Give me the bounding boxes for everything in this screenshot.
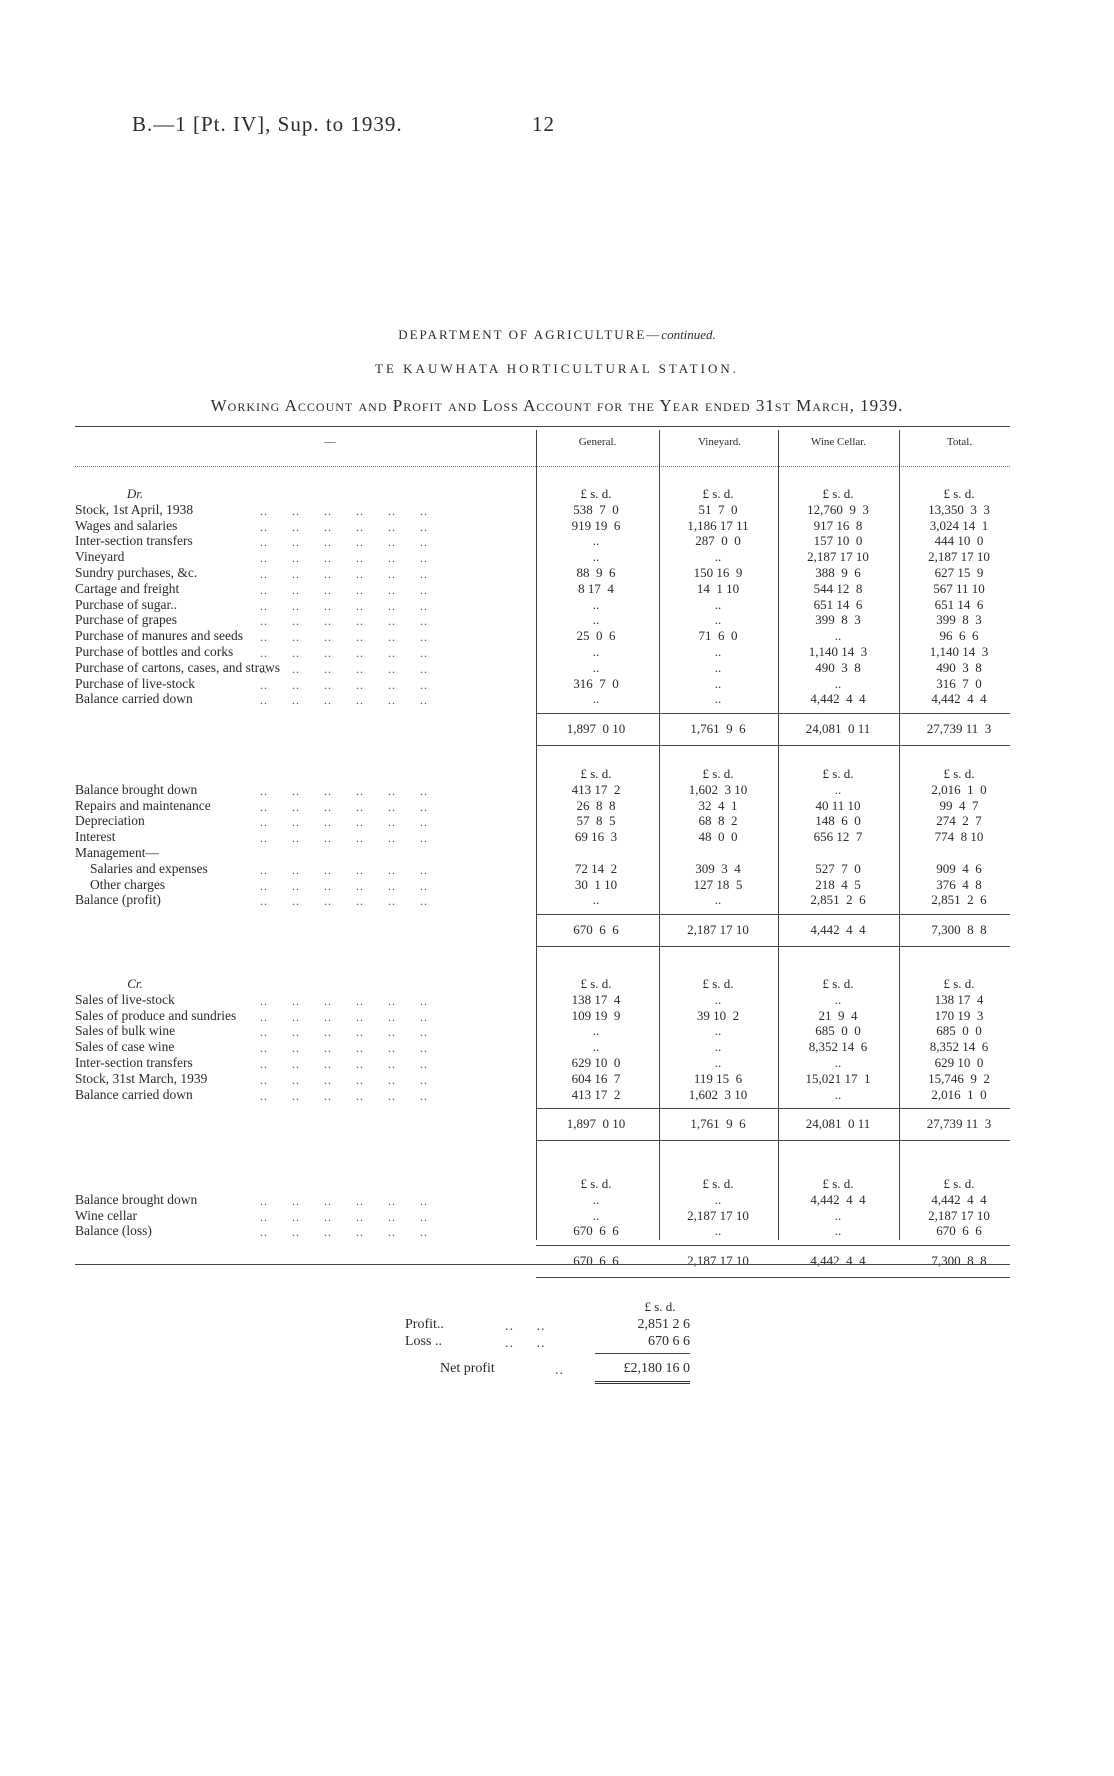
currency-head: £ s. d. bbox=[702, 486, 734, 501]
profit-label: Profit.. bbox=[405, 1317, 444, 1332]
column-divider bbox=[659, 430, 660, 1240]
amount-cell: .. bbox=[714, 1039, 722, 1055]
row-label: Balance (profit) bbox=[75, 892, 161, 908]
amount-cell: 527 7 0 bbox=[815, 860, 861, 876]
amount-cell: 567 11 10 bbox=[933, 580, 985, 596]
amount-cell: .. bbox=[834, 628, 842, 644]
amount-cell: 72 14 2 bbox=[574, 860, 618, 876]
leader-dots: .. .. .. .. .. .. bbox=[260, 535, 428, 550]
amount-cell: 413 17 2 bbox=[571, 1086, 621, 1102]
total-cell: 4,442 4 4 bbox=[810, 1253, 866, 1269]
amount-cell: 685 0 0 bbox=[936, 1023, 982, 1039]
amount-cell: 57 8 5 bbox=[576, 813, 616, 829]
row-label: Stock, 31st March, 1939 bbox=[75, 1070, 208, 1086]
amount-cell: 218 4 5 bbox=[815, 876, 861, 892]
row-label: Purchase of sugar.. bbox=[75, 596, 177, 612]
currency-head: £ s. d. bbox=[822, 486, 854, 501]
amount-cell: 48 0 0 bbox=[698, 829, 738, 845]
amount-cell: 376 4 8 bbox=[936, 876, 982, 892]
row-label: Balance carried down bbox=[75, 691, 193, 707]
total-cell: 27,739 11 3 bbox=[926, 1116, 992, 1132]
table-bottom-rule bbox=[75, 1264, 1010, 1265]
amount-cell: 651 14 6 bbox=[813, 596, 863, 612]
amount-cell: 444 10 0 bbox=[934, 533, 984, 549]
leader-dots: .. .. .. .. .. .. bbox=[260, 862, 428, 877]
row-label: Sundry purchases, &c. bbox=[75, 565, 198, 580]
department-title: DEPARTMENT OF AGRICULTURE—continued. bbox=[398, 327, 716, 342]
leader-dots: .. bbox=[555, 1363, 564, 1378]
row-label: Balance brought down bbox=[75, 1191, 198, 1207]
row-label: Balance (loss) bbox=[75, 1223, 152, 1239]
amount-cell: 12,760 9 3 bbox=[807, 501, 869, 517]
amount-cell: 413 17 2 bbox=[571, 781, 621, 797]
amount-cell: 685 0 0 bbox=[815, 1023, 861, 1039]
amount-cell: 544 12 8 bbox=[813, 580, 863, 596]
leader-dots: .. .. .. .. .. .. bbox=[260, 582, 428, 597]
row-label: Inter-section transfers bbox=[75, 1055, 193, 1070]
currency-head: £ s. d. bbox=[822, 766, 854, 781]
leader-dots: .. .. .. .. .. .. bbox=[260, 799, 428, 814]
amount-cell: 627 15 9 bbox=[934, 565, 984, 580]
amount-cell: 629 10 0 bbox=[934, 1055, 984, 1070]
amount-cell: .. bbox=[714, 1055, 722, 1070]
amount-cell: 604 16 7 bbox=[571, 1070, 621, 1086]
amount-cell: .. bbox=[714, 659, 722, 675]
amount-cell: 4,442 4 4 bbox=[931, 1191, 987, 1207]
row-label: Inter-section transfers bbox=[75, 533, 193, 549]
total-cell: 24,081 0 11 bbox=[805, 721, 871, 737]
amount-cell: 51 7 0 bbox=[698, 501, 738, 517]
amount-cell: 1,186 17 11 bbox=[687, 517, 749, 533]
leader-dots: .. .. .. .. .. .. bbox=[260, 1009, 428, 1024]
leader-dots: .. .. .. .. .. .. bbox=[260, 1041, 428, 1056]
row-label: Balance carried down bbox=[75, 1086, 193, 1102]
amount-cell: 1,140 14 3 bbox=[808, 644, 868, 659]
amount-cell: .. bbox=[592, 1039, 600, 1055]
amount-cell: 274 2 7 bbox=[936, 813, 982, 829]
station-title: TE KAUWHATA HORTICULTURAL STATION. bbox=[375, 361, 739, 376]
leader-dots: .. .. .. .. .. .. bbox=[260, 630, 428, 645]
amount-cell: 8,352 14 6 bbox=[929, 1039, 989, 1055]
amount-cell: .. bbox=[592, 1023, 600, 1039]
amount-cell: 8 17 4 bbox=[578, 580, 614, 596]
subtotal-rule bbox=[536, 713, 1010, 714]
row-label: Cartage and freight bbox=[75, 580, 180, 596]
total-cell: 7,300 8 8 bbox=[931, 922, 987, 938]
amount-cell: 119 15 6 bbox=[693, 1070, 743, 1086]
amount-cell: 538 7 0 bbox=[573, 501, 619, 517]
leader-dots: .. .. .. .. .. .. bbox=[260, 1225, 428, 1240]
leader-dots: .. .. .. .. .. .. bbox=[260, 614, 428, 629]
amount-cell: 309 3 4 bbox=[695, 860, 741, 876]
column-header-wine-cellar: Wine Cellar. bbox=[810, 436, 867, 448]
total-rule bbox=[536, 745, 1010, 746]
total-cell: 1,897 0 10 bbox=[566, 721, 626, 737]
amount-cell: .. bbox=[592, 644, 600, 659]
leader-dots: .. .. .. .. .. .. bbox=[260, 1193, 428, 1208]
leader-dots: .. .. .. .. .. .. bbox=[260, 677, 428, 692]
column-divider bbox=[899, 430, 900, 1240]
row-label: Depreciation bbox=[75, 813, 145, 829]
amount-cell: .. bbox=[714, 691, 722, 707]
leader-dots: .. .. .. .. .. .. bbox=[260, 519, 428, 534]
amount-cell: 2,187 17 10 bbox=[807, 549, 869, 565]
total-cell: 2,187 17 10 bbox=[687, 1253, 749, 1269]
leader-dots: .. .. .. .. .. .. bbox=[260, 598, 428, 613]
account-title: Working Account and Profit and Loss Account for the Year ended 31st March, 1939. bbox=[210, 396, 904, 415]
total-cell: 4,442 4 4 bbox=[810, 922, 866, 938]
total-cell: 1,761 9 6 bbox=[690, 721, 746, 737]
leader-dots: .. .. .. .. .. .. bbox=[260, 646, 428, 660]
section-label: Cr. bbox=[127, 976, 143, 991]
amount-cell: 1,140 14 3 bbox=[929, 644, 989, 659]
leader-dots: .. .. .. .. .. .. bbox=[260, 503, 428, 518]
subtotal-rule bbox=[536, 914, 1010, 915]
leader-dots: .. .. .. .. .. .. bbox=[260, 1072, 428, 1087]
row-label: Vineyard bbox=[75, 549, 125, 565]
amount-cell: 490 3 8 bbox=[815, 659, 861, 675]
currency-head: £ s. d. bbox=[580, 1176, 612, 1191]
leader-dots: .. .. .. .. .. .. bbox=[260, 551, 428, 566]
document-reference: B.—1 [Pt. IV], Sup. to 1939. bbox=[132, 112, 403, 136]
currency-head: £ s. d. bbox=[822, 976, 854, 991]
row-label: Wages and salaries bbox=[75, 517, 178, 533]
column-divider bbox=[778, 430, 779, 1240]
currency-head: £ s. d. bbox=[943, 1176, 975, 1191]
section-label: Dr. bbox=[126, 486, 144, 501]
amount-cell: 150 16 9 bbox=[693, 565, 743, 580]
total-cell: 670 6 6 bbox=[573, 1253, 619, 1269]
row-label: Repairs and maintenance bbox=[75, 797, 211, 813]
currency-head: £ s. d. bbox=[943, 766, 975, 781]
row-label: Purchase of live-stock bbox=[75, 675, 195, 691]
header-bottom-rule bbox=[75, 466, 1010, 467]
amount-cell: 99 4 7 bbox=[939, 797, 979, 813]
net-profit-label: Net profit bbox=[440, 1361, 495, 1376]
amount-cell: 69 16 3 bbox=[574, 829, 618, 845]
currency-head: £ s. d. bbox=[702, 976, 734, 991]
total-cell: 670 6 6 bbox=[573, 922, 619, 938]
amount-cell: .. bbox=[592, 659, 600, 675]
amount-cell: 2,187 17 10 bbox=[928, 549, 990, 565]
amount-cell: 2,016 1 0 bbox=[931, 781, 987, 797]
row-label: Sales of produce and sundries bbox=[75, 1007, 237, 1023]
amount-cell: 2,016 1 0 bbox=[931, 1086, 987, 1102]
amount-cell: 30 1 10 bbox=[574, 876, 618, 892]
amount-cell: 399 8 3 bbox=[815, 612, 861, 628]
amount-cell: 2,187 17 10 bbox=[687, 1207, 749, 1223]
amount-cell: .. bbox=[592, 892, 600, 908]
amount-cell: 3,024 14 1 bbox=[929, 517, 989, 533]
row-label: Salaries and expenses bbox=[90, 860, 208, 876]
leader-dots: .. .. .. .. .. .. bbox=[260, 1088, 428, 1103]
amount-cell: .. bbox=[714, 612, 722, 628]
amount-cell: 157 10 0 bbox=[813, 533, 863, 549]
amount-cell: .. bbox=[714, 991, 722, 1007]
currency-head: £ s. d. bbox=[580, 486, 612, 501]
amount-cell: .. bbox=[592, 1191, 600, 1207]
amount-cell: 40 11 10 bbox=[815, 797, 861, 813]
amount-cell: 388 9 6 bbox=[815, 565, 861, 580]
amount-cell: .. bbox=[834, 1223, 842, 1239]
total-rule bbox=[536, 946, 1010, 947]
amount-cell: 25 0 6 bbox=[576, 628, 616, 644]
leader-dots: .. .. .. .. .. .. bbox=[260, 693, 428, 708]
table-top-rule bbox=[75, 426, 1010, 427]
leader-dots: .. .. .. .. .. .. bbox=[260, 831, 428, 846]
amount-cell: .. bbox=[834, 781, 842, 797]
currency-head: £ s. d. bbox=[580, 766, 612, 781]
currency-head: £ s. d. bbox=[943, 976, 975, 991]
amount-cell: 399 8 3 bbox=[936, 612, 982, 628]
column-header-vineyard: Vineyard. bbox=[697, 436, 742, 448]
leader-dots: .. .. .. .. .. .. bbox=[260, 1057, 428, 1071]
total-cell: 2,187 17 10 bbox=[687, 922, 749, 938]
amount-cell: 629 10 0 bbox=[571, 1055, 621, 1070]
amount-cell: 287 0 0 bbox=[695, 533, 741, 549]
column-header-blank: — bbox=[324, 436, 336, 448]
amount-cell: 919 19 6 bbox=[571, 517, 621, 533]
row-label: Interest bbox=[75, 829, 116, 845]
amount-cell: 670 6 6 bbox=[573, 1223, 619, 1239]
amount-cell: 656 12 7 bbox=[813, 829, 863, 845]
amount-cell: 170 19 3 bbox=[934, 1007, 984, 1023]
row-label: Purchase of bottles and corks bbox=[75, 644, 234, 659]
amount-cell: .. bbox=[834, 675, 842, 691]
amount-cell: 127 18 5 bbox=[693, 876, 743, 892]
amount-cell: .. bbox=[592, 691, 600, 707]
leader-dots: .. .. .. .. .. .. bbox=[260, 1209, 428, 1224]
net-profit-double-rule bbox=[595, 1381, 690, 1384]
amount-cell: 148 6 0 bbox=[815, 813, 861, 829]
row-label: Purchase of manures and seeds bbox=[75, 628, 243, 644]
total-rule bbox=[536, 1140, 1010, 1141]
amount-cell: 88 9 6 bbox=[576, 565, 616, 580]
currency-head: £ s. d. bbox=[580, 976, 612, 991]
amount-cell: 21 9 4 bbox=[818, 1007, 858, 1023]
summary-currency-head: £ s. d. bbox=[644, 1299, 676, 1314]
leader-dots: .. .. .. .. .. .. bbox=[260, 993, 428, 1008]
row-label: Balance brought down bbox=[75, 781, 198, 797]
amount-cell: .. bbox=[592, 596, 600, 612]
row-label: Management— bbox=[75, 845, 159, 860]
amount-cell: .. bbox=[592, 549, 600, 565]
amount-cell: 670 6 6 bbox=[936, 1223, 982, 1239]
total-rule bbox=[536, 1277, 1010, 1278]
amount-cell: 15,021 17 1 bbox=[805, 1070, 871, 1086]
amount-cell: 68 8 2 bbox=[698, 813, 738, 829]
amount-cell: 13,350 3 3 bbox=[928, 501, 990, 517]
amount-cell: 316 7 0 bbox=[936, 675, 982, 691]
amount-cell: .. bbox=[714, 1223, 722, 1239]
total-cell: 1,761 9 6 bbox=[690, 1116, 746, 1132]
amount-cell: 1,602 3 10 bbox=[688, 781, 748, 797]
total-cell: 7,300 8 8 bbox=[931, 1253, 987, 1269]
subtotal-rule bbox=[536, 1108, 1010, 1109]
currency-head: £ s. d. bbox=[943, 486, 975, 501]
amount-cell: 917 16 8 bbox=[813, 517, 863, 533]
amount-cell: .. bbox=[592, 612, 600, 628]
leader-dots: .. .. bbox=[505, 1336, 546, 1351]
leader-dots: .. .. .. .. .. .. bbox=[260, 661, 428, 676]
total-cell: 27,739 11 3 bbox=[926, 721, 992, 737]
amount-cell: 1,602 3 10 bbox=[688, 1086, 748, 1102]
subtotal-rule bbox=[536, 1245, 1010, 1246]
amount-cell: .. bbox=[714, 1191, 722, 1207]
amount-cell: 2,851 2 6 bbox=[810, 892, 866, 908]
leader-dots: .. .. .. .. .. .. bbox=[260, 894, 428, 909]
amount-cell: 490 3 8 bbox=[936, 659, 982, 675]
column-header-total: Total. bbox=[946, 436, 973, 448]
row-label: Wine cellar bbox=[75, 1207, 138, 1223]
amount-cell: .. bbox=[834, 991, 842, 1007]
row-label: Sales of bulk wine bbox=[75, 1023, 176, 1039]
amount-cell: 15,746 9 2 bbox=[928, 1070, 990, 1086]
amount-cell: 4,442 4 4 bbox=[931, 691, 987, 707]
row-label: Sales of case wine bbox=[75, 1039, 175, 1055]
amount-cell: .. bbox=[714, 675, 722, 691]
amount-cell: 316 7 0 bbox=[573, 675, 619, 691]
loss-value: 670 6 6 bbox=[648, 1334, 690, 1349]
amount-cell: 96 6 6 bbox=[939, 628, 979, 644]
page-header bbox=[132, 112, 555, 137]
amount-cell: 774 8 10 bbox=[934, 829, 984, 845]
amount-cell: 71 6 0 bbox=[698, 628, 738, 644]
column-divider bbox=[536, 430, 537, 1240]
net-profit-value: £2,180 16 0 bbox=[623, 1361, 690, 1376]
total-cell: 24,081 0 11 bbox=[805, 1116, 871, 1132]
leader-dots: .. .. .. .. .. .. bbox=[260, 783, 428, 798]
amount-cell: .. bbox=[714, 892, 722, 908]
amount-cell: .. bbox=[714, 549, 722, 565]
amount-cell: 109 19 9 bbox=[571, 1007, 621, 1023]
currency-head: £ s. d. bbox=[822, 1176, 854, 1191]
row-label: Purchase of cartons, cases, and straws bbox=[75, 659, 281, 675]
summary-rule bbox=[595, 1353, 690, 1354]
leader-dots: .. .. .. .. .. .. bbox=[260, 1025, 428, 1040]
amount-cell: 138 17 4 bbox=[571, 991, 621, 1007]
amount-cell: 2,851 2 6 bbox=[931, 892, 987, 908]
row-label: Sales of live-stock bbox=[75, 991, 175, 1007]
amount-cell: 4,442 4 4 bbox=[810, 1191, 866, 1207]
amount-cell: 909 4 6 bbox=[936, 860, 982, 876]
amount-cell: 4,442 4 4 bbox=[810, 691, 866, 707]
loss-label: Loss .. bbox=[405, 1334, 442, 1349]
row-label: Stock, 1st April, 1938 bbox=[75, 501, 194, 517]
leader-dots: .. .. .. .. .. .. bbox=[260, 567, 428, 581]
amount-cell: 39 10 2 bbox=[696, 1007, 740, 1023]
amount-cell: .. bbox=[834, 1086, 842, 1102]
amount-cell: .. bbox=[834, 1207, 842, 1223]
page-number: 12 bbox=[532, 112, 555, 136]
amount-cell: 32 4 1 bbox=[698, 797, 738, 813]
amount-cell: .. bbox=[834, 1055, 842, 1070]
amount-cell: 26 8 8 bbox=[576, 797, 616, 813]
profit-value: 2,851 2 6 bbox=[637, 1317, 690, 1332]
leader-dots: .. .. bbox=[505, 1319, 546, 1334]
leader-dots: .. .. .. .. .. .. bbox=[260, 815, 428, 830]
amount-cell: .. bbox=[714, 1023, 722, 1039]
continued-label: continued. bbox=[661, 327, 716, 342]
column-header-general: General. bbox=[578, 436, 617, 448]
amount-cell: 14 1 10 bbox=[696, 580, 740, 596]
amount-cell: .. bbox=[714, 644, 722, 659]
amount-cell: 2,187 17 10 bbox=[928, 1207, 990, 1223]
currency-head: £ s. d. bbox=[702, 766, 734, 781]
currency-head: £ s. d. bbox=[702, 1176, 734, 1191]
row-label: Purchase of grapes bbox=[75, 612, 177, 628]
amount-cell: .. bbox=[592, 533, 600, 549]
total-cell: 1,897 0 10 bbox=[566, 1116, 626, 1132]
amount-cell: .. bbox=[592, 1207, 600, 1223]
row-label: Other charges bbox=[90, 876, 166, 892]
amount-cell: 651 14 6 bbox=[934, 596, 984, 612]
amount-cell: .. bbox=[714, 596, 722, 612]
amount-cell: 138 17 4 bbox=[934, 991, 984, 1007]
leader-dots: .. .. .. .. .. .. bbox=[260, 878, 428, 893]
amount-cell: 8,352 14 6 bbox=[808, 1039, 868, 1055]
